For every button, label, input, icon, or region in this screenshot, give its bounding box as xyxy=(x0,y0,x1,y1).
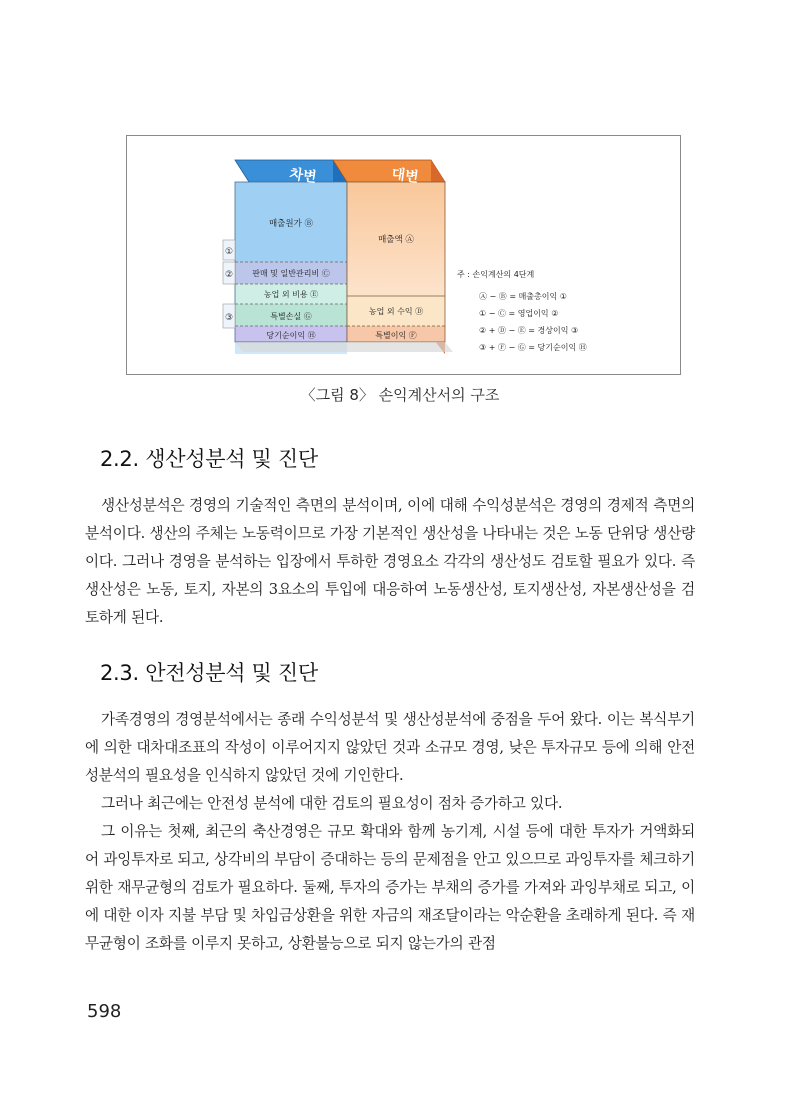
figure-caption: 〈그림 8〉 손익계산서의 구조 xyxy=(300,386,500,404)
income-statement-diagram xyxy=(127,136,682,376)
credit-top-face xyxy=(333,160,445,182)
page-number: 598 xyxy=(87,1001,122,1022)
debit-title: 차변 xyxy=(288,166,318,186)
note-line-2: ① − Ⓒ = 영업이익 ② xyxy=(479,309,559,318)
note-title: 주 : 손익계산의 4단계 xyxy=(457,270,535,279)
label-sales: 매출액 Ⓐ xyxy=(378,235,414,245)
label-cogs: 매출원가 Ⓑ xyxy=(268,219,314,229)
label-nonop-expense: 농업 외 비용 Ⓔ xyxy=(263,290,319,299)
label-net-income: 당기순이익 Ⓗ xyxy=(266,331,316,340)
note-line-3: ② + Ⓓ − Ⓔ = 경상이익 ③ xyxy=(479,326,579,335)
label-sga: 판매 및 일반관리비 Ⓒ xyxy=(252,269,330,278)
paragraph-productivity: 생산성분석은 경영의 기술적인 측면의 분석이며, 이에 대해 수익성분석은 경영의 경제적 측면의 분석이다. 생산의 주체는 노동력이므로 가장 기본적인 생산성을 나타내는 것은 노동 단위당 생산량이다. 그러나 경영을 분석하는 입장에서 투하한 경영요소 각각의 생산성도 검토할 필요가 있다. 즉 생산성은 노동, 토지, 자본의 3요소의 투입에 대응하여 노동생산성, 토지생산성, 자본생산성을 검토하게 된다. xyxy=(85,497,695,626)
credit-title: 대변 xyxy=(390,166,420,186)
section-heading-stability: 2.3. 안전성분석 및 진단 xyxy=(100,661,318,685)
marker-2: ② xyxy=(224,270,234,280)
note-line-4: ③ + Ⓕ − Ⓖ = 당기순이익 Ⓗ xyxy=(479,343,587,352)
paragraph-stability-1: 가족경영의 경영분석에서는 종래 수익성분석 및 생산성분석에 중점을 두어 왔다. 이는 복식부기에 의한 대차대조표의 작성이 이루어지지 않았던 것과 소규모 경영, 낮은 투자규모 등에 의해 안전성분석의 필요성을 인식하지 않았던 것에 기인한다. xyxy=(85,711,695,784)
label-special-loss: 특별손실 Ⓖ xyxy=(270,312,312,321)
figure-frame xyxy=(126,135,681,375)
label-nonop-income: 농업 외 수익 Ⓓ xyxy=(368,307,424,316)
marker-1: ① xyxy=(224,247,234,257)
marker-3: ③ xyxy=(224,313,234,323)
label-special-gain: 특별이익 Ⓕ xyxy=(375,331,417,340)
paragraph-stability-3: 그 이유는 첫째, 최근의 축산경영은 규모 확대와 함께 농기계, 시설 등에 대한 투자가 거액화되어 과잉투자로 되고, 상각비의 부담이 증대하는 등의 문제점을 안고 있으므로 과잉투자를 체크하기 위한 재무균형의 검토가 필요하다. 둘째, 투자의 증가는 부채의 증가를 가져와 과잉부채로 되고, 이에 대한 이자 지불 부담 및 차입금상환을 위한 자금의 재조달이라는 악순환을 초래하게 된다. 즉 재무균형이 조화를 이루지 못하고, 상환불능으로 되지 않는가의 관점 xyxy=(85,823,695,952)
section-heading-productivity: 2.2. 생산성분석 및 진단 xyxy=(100,447,318,471)
paragraph-stability-2: 그러나 최근에는 안전성 분석에 대한 검토의 필요성이 점차 증가하고 있다. xyxy=(101,795,563,812)
note-line-1: Ⓐ − Ⓑ = 매출총이익 ① xyxy=(479,292,567,301)
